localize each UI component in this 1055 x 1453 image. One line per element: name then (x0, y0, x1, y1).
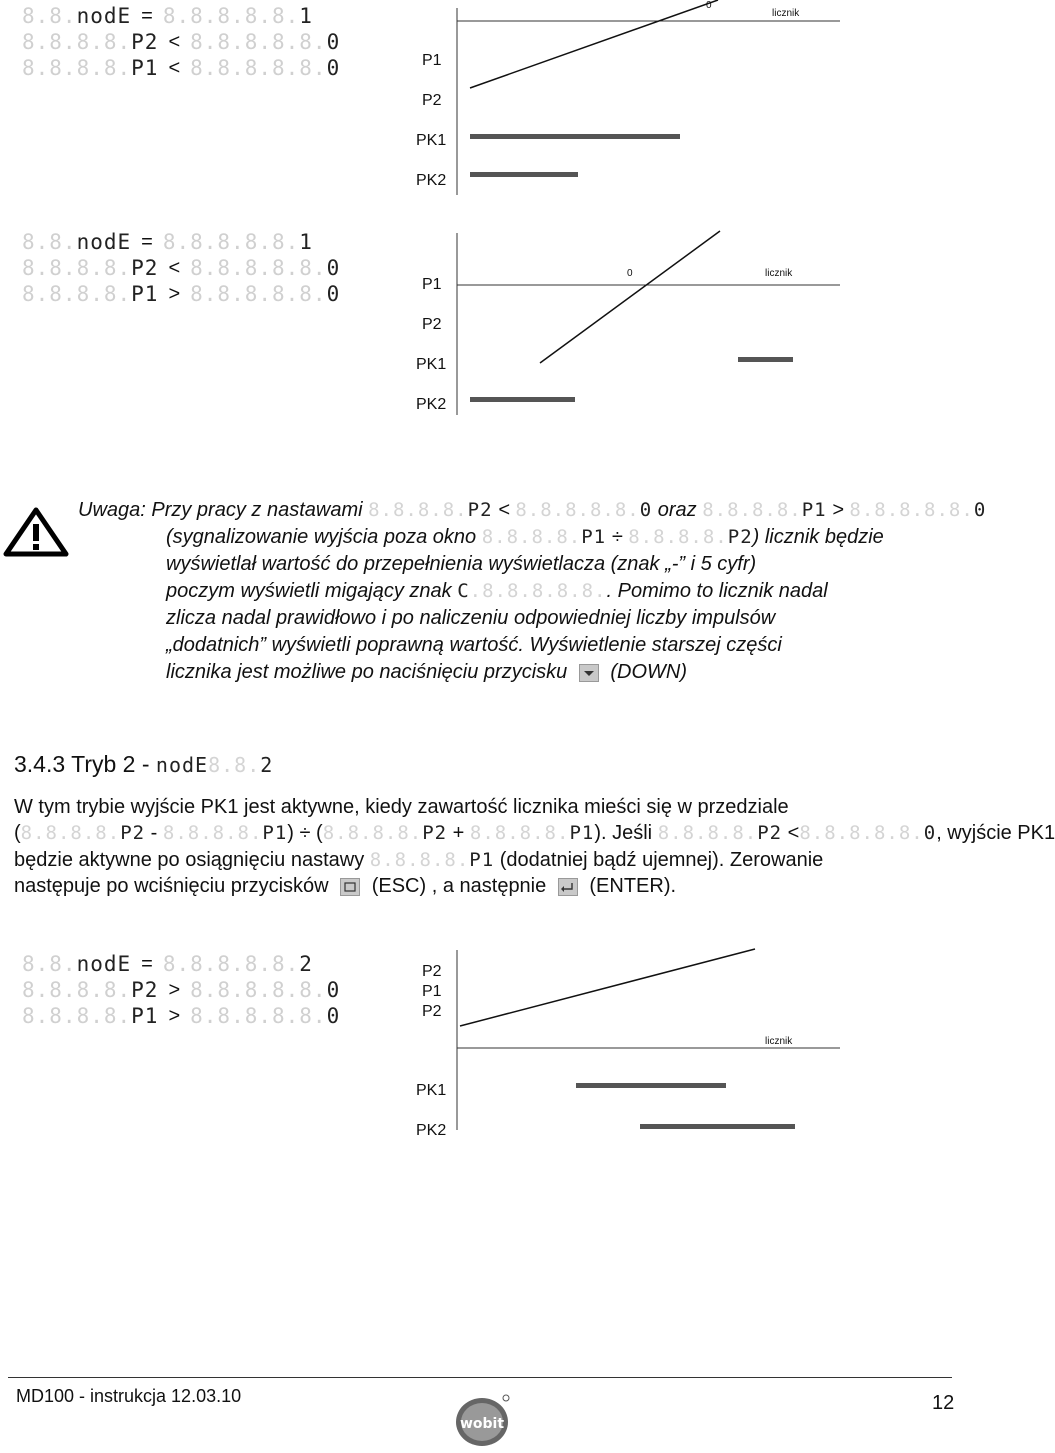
label-p2: P2 (422, 92, 442, 109)
display-row-mode: 8.8.nodE = 8.8.8.8.8.1 (22, 4, 313, 28)
pk2-bar (470, 397, 575, 402)
label-p1: P1 (422, 52, 442, 69)
licznik-label: licznik (772, 8, 800, 19)
note-line-3: wyświetlał wartość do przepełnienia wyświetlacza (znak „-” i 5 cyfr) (166, 553, 757, 575)
section-para-line-3: będzie aktywne po osiągnięciu nastawy 8.8.8.8.P1 (dodatniej bądź ujemnej). Zerowanie (14, 849, 824, 871)
esc-key-icon (340, 878, 360, 896)
zero-label: 0 (706, 0, 712, 11)
label-p2-bottom: P2 (422, 1003, 442, 1020)
note-line-4: poczym wyświetli migający znak C.8.8.8.8.8.. Pomimo to licznik nadal (166, 580, 828, 602)
label-p2-top: P2 (422, 963, 442, 980)
pk2-bar (470, 172, 578, 177)
counter-ramp (460, 949, 755, 1026)
pk2-bar (640, 1124, 795, 1129)
licznik-label: licznik (765, 268, 793, 279)
display-row-p1: 8.8.8.8.P1 < 8.8.8.8.8.0 (22, 56, 341, 80)
label-pk2: PK2 (416, 1122, 447, 1139)
timing-chart-1 (440, 0, 840, 200)
display-row-mode: 8.8.nodE = 8.8.8.8.8.1 (22, 230, 313, 254)
label-p1: P1 (422, 983, 442, 1000)
svg-text:wobit: wobit (459, 1416, 505, 1432)
counter-ramp (470, 0, 718, 88)
zero-label: 0 (627, 268, 633, 279)
note-line-6: „dodatnich” wyświetli poprawną wartość. Wyświetlenie starszej części (166, 634, 782, 656)
licznik-label: licznik (765, 1036, 793, 1047)
pk1-bar (576, 1083, 726, 1088)
footer-rule (8, 1377, 952, 1378)
footer-doc-title: MD100 - instrukcja 12.03.10 (16, 1386, 242, 1406)
label-p1: P1 (422, 276, 442, 293)
section-para-line-1: W tym trybie wyjście PK1 jest aktywne, kiedy zawartość licznika mieści się w przedziale (14, 796, 789, 818)
pk1-bar (470, 134, 680, 139)
page-number: 12 (932, 1392, 955, 1414)
pk1-bar (738, 357, 793, 362)
section-para-line-4: następuje po wciśnięciu przycisków (ESC) , a następnie (ENTER). (14, 875, 677, 897)
display-row-p2: 8.8.8.8.P2 > 8.8.8.8.8.0 (22, 978, 341, 1002)
display-row-p2: 8.8.8.8.P2 < 8.8.8.8.8.0 (22, 256, 341, 280)
label-pk2: PK2 (416, 172, 447, 189)
note-line-5: zlicza nadal prawidłowo i po naliczeniu odpowiedniej liczby impulsów (166, 607, 776, 629)
note-line-2: (sygnalizowanie wyjścia poza okno 8.8.8.8.P1 ÷ 8.8.8.8.P2) licznik będzie (166, 526, 884, 548)
display-row-mode: 8.8.nodE = 8.8.8.8.8.2 (22, 952, 313, 976)
section-para-line-2: (8.8.8.8.P2 - 8.8.8.8.P1) ÷ (8.8.8.8.P2 + 8.8.8.8.P1). Jeśli 8.8.8.8.P2 <8.8.8.8.8.0, wyjście PK1 (14, 822, 1055, 844)
timing-chart-2 (440, 225, 840, 420)
label-pk1: PK1 (416, 356, 447, 373)
label-pk2: PK2 (416, 396, 447, 413)
label-p2: P2 (422, 316, 442, 333)
display-row-p2: 8.8.8.8.P2 < 8.8.8.8.8.0 (22, 30, 341, 54)
counter-ramp (540, 231, 720, 363)
note-line-1: Uwaga: Przy pracy z nastawami 8.8.8.8.P2 < 8.8.8.8.8.0 oraz 8.8.8.8.P1 > 8.8.8.8.8.0 (78, 499, 987, 521)
display-row-p1: 8.8.8.8.P1 > 8.8.8.8.8.0 (22, 282, 341, 306)
enter-key-icon (558, 878, 578, 896)
down-key-icon (579, 664, 599, 682)
wobit-logo (452, 1392, 512, 1448)
label-pk1: PK1 (416, 1082, 447, 1099)
label-pk1: PK1 (416, 132, 447, 149)
display-row-p1: 8.8.8.8.P1 > 8.8.8.8.8.0 (22, 1004, 341, 1028)
warning-icon (2, 506, 70, 558)
note-line-7: licznika jest możliwe po naciśnięciu przycisku (DOWN) (166, 661, 688, 683)
section-heading: 3.4.3 Tryb 2 - nodE8.8.2 (14, 751, 274, 777)
